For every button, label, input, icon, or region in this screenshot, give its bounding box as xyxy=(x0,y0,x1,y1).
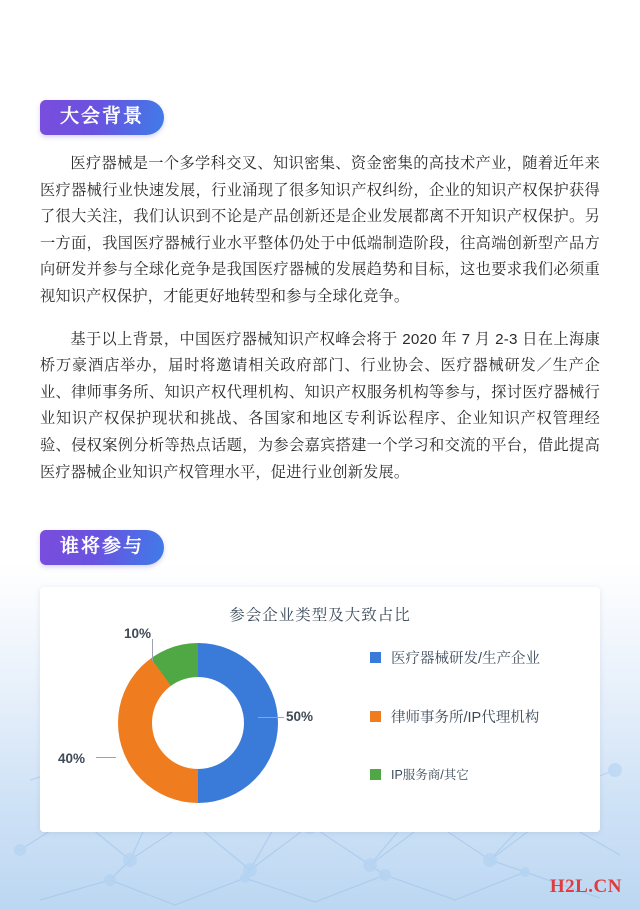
chart-legend xyxy=(370,647,540,821)
data-label-10: 10% xyxy=(124,626,152,642)
section-badge-background: 大会背景 xyxy=(40,100,164,135)
legend-item xyxy=(370,706,540,727)
legend-item xyxy=(370,647,540,668)
legend-label: IP服务商/其它 xyxy=(391,768,469,783)
watermark: H2L.CN xyxy=(549,876,622,897)
legend-item xyxy=(370,765,540,783)
leader-line-40 xyxy=(96,757,116,758)
data-label-40: 40% xyxy=(58,751,86,767)
legend-swatch-icon xyxy=(370,652,381,663)
donut-chart xyxy=(118,643,278,803)
legend-swatch-icon xyxy=(370,711,381,722)
legend-swatch-icon xyxy=(370,769,381,780)
legend-label: 律师事务所/IP代理机构 xyxy=(391,710,540,727)
leader-line-10 xyxy=(152,639,153,661)
background-paragraph-2: 基于以上背景，中国医疗器械知识产权峰会将于 2020 年 7 月 2-3 日在上海康桥万豪酒店举办，届时将邀请相关政府部门、行业协会、医疗器械研发／生产企业、律师事务所、知识产权代理机构、知识产权服务机构等参与，探讨医疗器械行业知识产权保护现状和挑战、各国家和地区专利诉讼程序、企业知识产权管理经验、侵权案例分析等热点话题，为参会嘉宾搭建一个学习和交流的平台，借此提高医疗器械企业知识产权管理水平，促进行业创新发展。 xyxy=(40,330,600,481)
legend-label: 医疗器械研发/生产企业 xyxy=(391,651,541,668)
background-paragraph-1: 医疗器械是一个多学科交叉、知识密集、资金密集的高技术产业，随着近年来医疗器械行业快速发展，行业涌现了很多知识产权纠纷，企业的知识产权保护获得了很大关注，我们认识到不论是产品创新还是企业发展都离不开知识产权保护。另一方面，我国医疗器械行业水平整体仍处于中低端制造阶段，往高端创新型产品方向研发并参与全球化竞争是我国医疗器械的发展趋势和目标，这也要求我们必须重视知识产权保护，才能更好地转型和参与全球化竞争。 xyxy=(40,155,600,305)
donut-hole xyxy=(152,677,244,769)
leader-line-50 xyxy=(258,717,284,718)
chart-body xyxy=(40,625,600,815)
chart-card xyxy=(40,587,600,832)
chart-title: 参会企业类型及大致占比 xyxy=(229,607,411,625)
section-badge-participants: 谁将参与 xyxy=(40,530,164,565)
data-label-50: 50% xyxy=(286,709,314,725)
